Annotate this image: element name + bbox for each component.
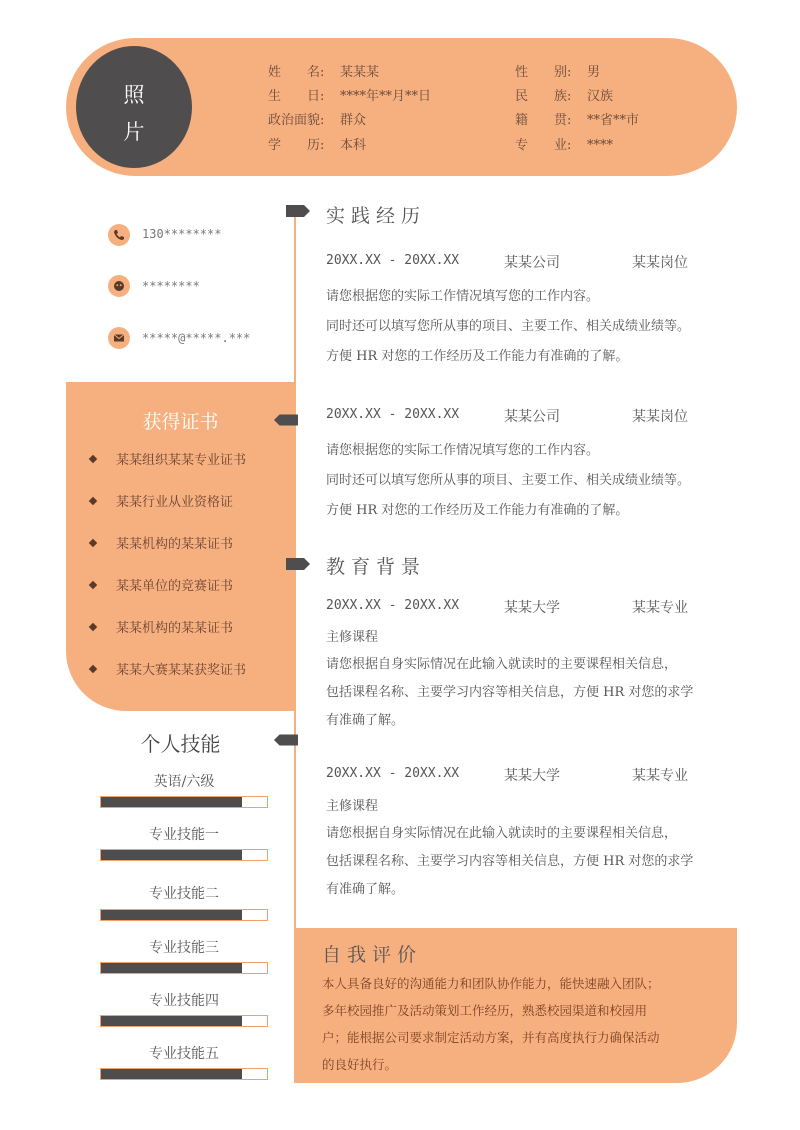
photo-label-1: 照 — [123, 83, 145, 107]
skill-bar — [100, 1015, 268, 1027]
experience-company: 某某公司 — [504, 409, 560, 425]
skill-bar — [100, 909, 268, 921]
education-period: 20XX.XX - 20XX.XX — [326, 598, 460, 613]
education-major: 某某专业 — [632, 600, 688, 616]
education-line: 包括课程名称、主要学习内容等相关信息，方便 HR 对您的求学 — [326, 685, 694, 700]
certificate-item: 某某行业从业资格证 — [90, 491, 233, 510]
certificate-item: 某某单位的竞赛证书 — [90, 575, 233, 594]
phone-icon — [108, 224, 130, 246]
self-evaluation-line: 的良好执行。 — [322, 1057, 398, 1072]
bullet-icon — [89, 538, 97, 546]
skill-bar — [100, 849, 268, 861]
contact-email: *****@*****.*** — [142, 331, 251, 345]
experience-period: 20XX.XX - 20XX.XX — [326, 407, 460, 422]
skill-bar-fill — [101, 1016, 242, 1026]
skill-bar — [100, 962, 268, 974]
skill-label: 专业技能四 — [149, 993, 219, 1009]
info-name: 姓 名: 某某某 — [268, 65, 380, 80]
skill-bar-fill — [101, 1069, 242, 1079]
info-hometown: 籍 贯: **省**市 — [515, 113, 640, 128]
info-politics: 政治面貌: 群众 — [268, 113, 367, 128]
info-ethnicity: 民 族: 汉族 — [515, 89, 614, 104]
certificates-title: 获得证书 — [142, 411, 219, 433]
experience-line: 同时还可以填写您所从事的项目、主要工作、相关成绩业绩等。 — [326, 319, 691, 334]
education-line: 主修课程 — [326, 630, 379, 645]
bullet-icon — [89, 496, 97, 504]
certificate-item: 某某大赛某某获奖证书 — [90, 659, 246, 678]
skill-bar — [100, 1068, 268, 1080]
self-evaluation-line: 本人具备良好的沟通能力和团队协作能力，能快速融入团队； — [322, 976, 660, 991]
wechat-icon — [108, 275, 130, 297]
section-marker-icon — [274, 414, 298, 426]
experience-line: 同时还可以填写您所从事的项目、主要工作、相关成绩业绩等。 — [326, 473, 691, 488]
experience-role: 某某岗位 — [632, 255, 688, 271]
skill-bar-fill — [101, 797, 242, 807]
skill-bar — [100, 796, 268, 808]
skill-label: 专业技能五 — [149, 1046, 219, 1062]
section-marker-icon — [286, 205, 310, 217]
education-line: 包括课程名称、主要学习内容等相关信息，方便 HR 对您的求学 — [326, 854, 694, 869]
certificate-item: 某某组织某某专业证书 — [90, 449, 246, 468]
skill-bar-fill — [101, 910, 242, 920]
email-icon — [108, 327, 130, 349]
skill-label: 英语/六级 — [153, 774, 215, 790]
bullet-icon — [89, 580, 97, 588]
self-evaluation-line: 户；能根据公司要求制定活动方案，并有高度执行力确保活动 — [322, 1030, 660, 1045]
skill-label: 专业技能三 — [149, 940, 219, 956]
info-education: 学 历: 本科 — [268, 138, 367, 153]
experience-company: 某某公司 — [504, 255, 560, 271]
education-period: 20XX.XX - 20XX.XX — [326, 766, 460, 781]
education-line: 主修课程 — [326, 799, 379, 814]
education-line: 请您根据自身实际情况在此输入就读时的主要课程相关信息， — [326, 657, 678, 672]
education-title: 教育背景 — [326, 556, 427, 578]
experience-line: 请您根据您的实际工作情况填写您的工作内容。 — [326, 289, 600, 304]
education-line: 有准确了解。 — [326, 882, 405, 897]
skill-label: 专业技能一 — [149, 827, 219, 843]
skills-title: 个人技能 — [140, 732, 221, 756]
self-evaluation-title: 自我评价 — [322, 944, 423, 966]
experience-role: 某某岗位 — [632, 409, 688, 425]
experience-title: 实践经历 — [326, 205, 427, 227]
photo-placeholder — [76, 46, 192, 168]
education-line: 请您根据自身实际情况在此输入就读时的主要课程相关信息， — [326, 826, 678, 841]
info-birthday: 生 日: ****年**月**日 — [268, 89, 432, 104]
experience-line: 方便 HR 对您的工作经历及工作能力有准确的了解。 — [326, 503, 629, 518]
education-major: 某某专业 — [632, 768, 688, 784]
skill-label: 专业技能二 — [149, 886, 219, 902]
certificate-item: 某某机构的某某证书 — [90, 617, 233, 636]
self-evaluation-line: 多年校园推广及活动策划工作经历，熟悉校园渠道和校园用 — [322, 1003, 648, 1018]
education-school: 某某大学 — [504, 600, 560, 616]
contact-wechat: ******** — [142, 279, 200, 293]
section-marker-icon — [286, 558, 310, 570]
skill-bar-fill — [101, 850, 242, 860]
education-line: 有准确了解。 — [326, 713, 405, 728]
skill-bar-fill — [101, 963, 242, 973]
experience-line: 方便 HR 对您的工作经历及工作能力有准确的了解。 — [326, 349, 629, 364]
experience-period: 20XX.XX - 20XX.XX — [326, 253, 460, 268]
education-school: 某某大学 — [504, 768, 560, 784]
contact-phone: 130******** — [142, 227, 222, 241]
bullet-icon — [89, 454, 97, 462]
info-major: 专 业: **** — [515, 138, 613, 153]
bullet-icon — [89, 664, 97, 672]
bullet-icon — [89, 622, 97, 630]
certificate-item: 某某机构的某某证书 — [90, 533, 233, 552]
info-gender: 性 别: 男 — [515, 65, 601, 80]
photo-label-2: 片 — [123, 120, 145, 144]
section-marker-icon — [274, 734, 298, 746]
experience-line: 请您根据您的实际工作情况填写您的工作内容。 — [326, 443, 600, 458]
